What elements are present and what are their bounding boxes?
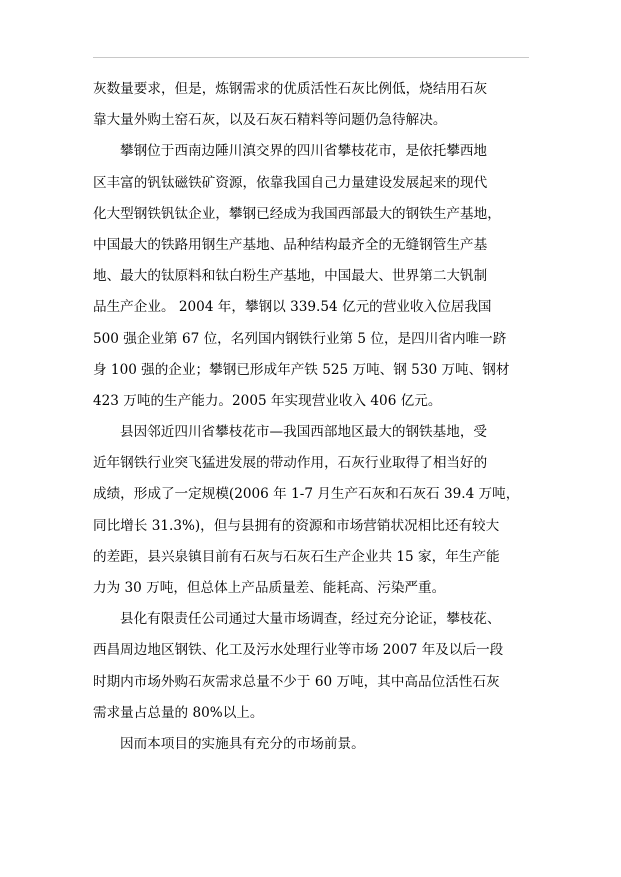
header-rule [93, 57, 529, 58]
text-line: 500 强企业第 67 位，名列国内钢铁行业第 5 位，是四川省内唯一跻 [93, 330, 507, 347]
text-line: 县化有限责任公司通过大量市场调查，经过充分论证，攀枝花、 [120, 611, 501, 628]
paragraph-3 [93, 417, 533, 604]
text-line: 因而本项目的实施具有充分的市场前景。 [120, 735, 365, 752]
text-line: 区丰富的钒钛磁铁矿资源，依靠我国自己力量建设发展起来的现代 [93, 174, 488, 191]
text-line: 靠大量外购土窑石灰，以及石灰石精料等问题仍急待解决。 [93, 112, 447, 129]
text-line: 身 100 强的企业；攀钢已形成年产铁 525 万吨、钢 530 万吨、钢材 [93, 361, 510, 378]
document-body [93, 74, 533, 760]
text-line: 时期内市场外购石灰需求总量不少于 60 万吨，其中高品位活性石灰 [93, 673, 500, 690]
text-line: 攀钢位于西南边陲川滇交界的四川省攀枝花市，是依托攀西地 [120, 143, 488, 160]
text-line: 西昌周边地区钢铁、化工及污水处理行业等市场 2007 年及以后一段 [93, 642, 504, 659]
paragraph-5 [93, 729, 533, 760]
text-line: 需求量占总量的 80%以上。 [93, 704, 264, 721]
paragraph-1 [93, 74, 533, 136]
text-line: 化大型钢铁钒钛企业，攀钢已经成为我国西部最大的钢铁生产基地， [93, 205, 501, 222]
text-line: 中国最大的铁路用钢生产基地、品种结构最齐全的无缝钢管生产基 [93, 236, 488, 253]
text-line: 县因邻近四川省攀枝花市—我国西部地区最大的钢铁基地，受 [120, 424, 488, 441]
text-line: 的差距，县兴泉镇目前有石灰与石灰石生产企业共 15 家，年生产能 [93, 548, 500, 565]
text-line: 成绩，形成了一定规模(2006 年 1-7 月生产石灰和石灰石 39.4 万吨， [93, 486, 520, 503]
text-line: 力为 30 万吨，但总体上产品质量差、能耗高、污染严重。 [93, 580, 446, 596]
text-line: 同比增长 31.3%)，但与县拥有的资源和市场营销状况相比还有较大 [93, 517, 500, 534]
text-line: 地、最大的钛原料和钛白粉生产基地，中国最大、世界第二大钒制 [93, 268, 488, 285]
text-line: 近年钢铁行业突飞猛进发展的带动作用，石灰行业取得了相当好的 [93, 455, 488, 472]
text-line: 423 万吨的生产能力。2005 年实现营业收入 406 亿元。 [93, 392, 442, 409]
text-line: 灰数量要求，但是，炼钢需求的优质活性石灰比例低，烧结用石灰 [93, 81, 488, 97]
paragraph-2 [93, 136, 533, 417]
paragraph-4 [93, 604, 533, 729]
text-line: 品生产企业。 2004 年，攀钢以 339.54 亿元的营业收入位居我国 [93, 299, 492, 316]
